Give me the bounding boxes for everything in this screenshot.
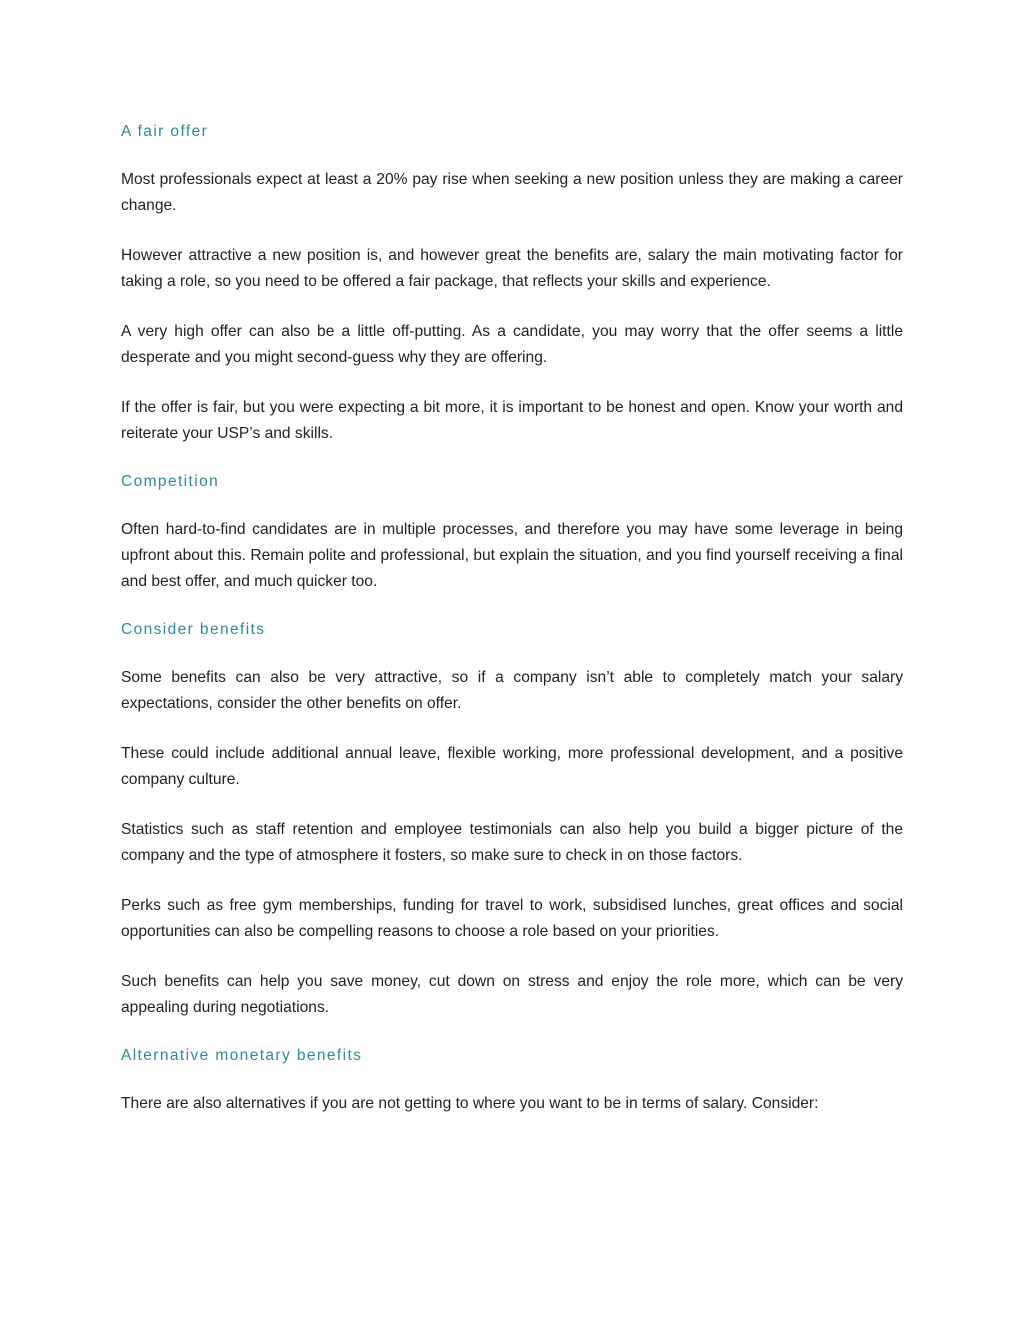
section-a-fair-offer: [121, 121, 903, 447]
section-heading: A fair offer: [121, 123, 209, 140]
paragraph: Such benefits can help you save money, cut down on stress and enjoy the role more, which can be very appealing during negotiations.: [121, 973, 903, 1016]
paragraph: There are also alternatives if you are not getting to where you want to be in terms of salary. Consider:: [121, 1095, 819, 1112]
section-alternative-monetary-benefits: [121, 1045, 903, 1117]
paragraph: These could include additional annual leave, flexible working, more professional development, and a positive company culture.: [121, 745, 903, 788]
paragraph: Often hard-to-find candidates are in multiple processes, and therefore you may have some leverage in being upfront about this. Remain polite and professional, but explain the situation, and you find yourself receiving a final and best offer, and much quicker too.: [121, 521, 903, 590]
paragraph: If the offer is fair, but you were expecting a bit more, it is important to be honest and open. Know your worth and reiterate your USP’s and skills.: [121, 399, 903, 442]
section-consider-benefits: [121, 619, 903, 1021]
section-competition: [121, 471, 903, 595]
section-heading: Competition: [121, 473, 220, 490]
paragraph: Statistics such as staff retention and employee testimonials can also help you build a bigger picture of the company and the type of atmosphere it fosters, so make sure to check in on those factors.: [121, 821, 903, 864]
paragraph: A very high offer can also be a little off-putting. As a candidate, you may worry that the offer seems a little desperate and you might second-guess why they are offering.: [121, 323, 903, 366]
section-heading: Consider benefits: [121, 621, 266, 638]
paragraph: Perks such as free gym memberships, funding for travel to work, subsidised lunches, great offices and social opportunities can also be compelling reasons to choose a role based on your priorities.: [121, 897, 903, 940]
paragraph: However attractive a new position is, and however great the benefits are, salary the main motivating factor for taking a role, so you need to be offered a fair package, that reflects your skills and experience.: [121, 247, 903, 290]
document-content: [121, 121, 903, 1141]
section-heading: Alternative monetary benefits: [121, 1047, 363, 1064]
paragraph: Most professionals expect at least a 20% pay rise when seeking a new position unless they are making a career change.: [121, 171, 903, 214]
paragraph: Some benefits can also be very attractive, so if a company isn’t able to completely match your salary expectations, consider the other benefits on offer.: [121, 669, 903, 712]
